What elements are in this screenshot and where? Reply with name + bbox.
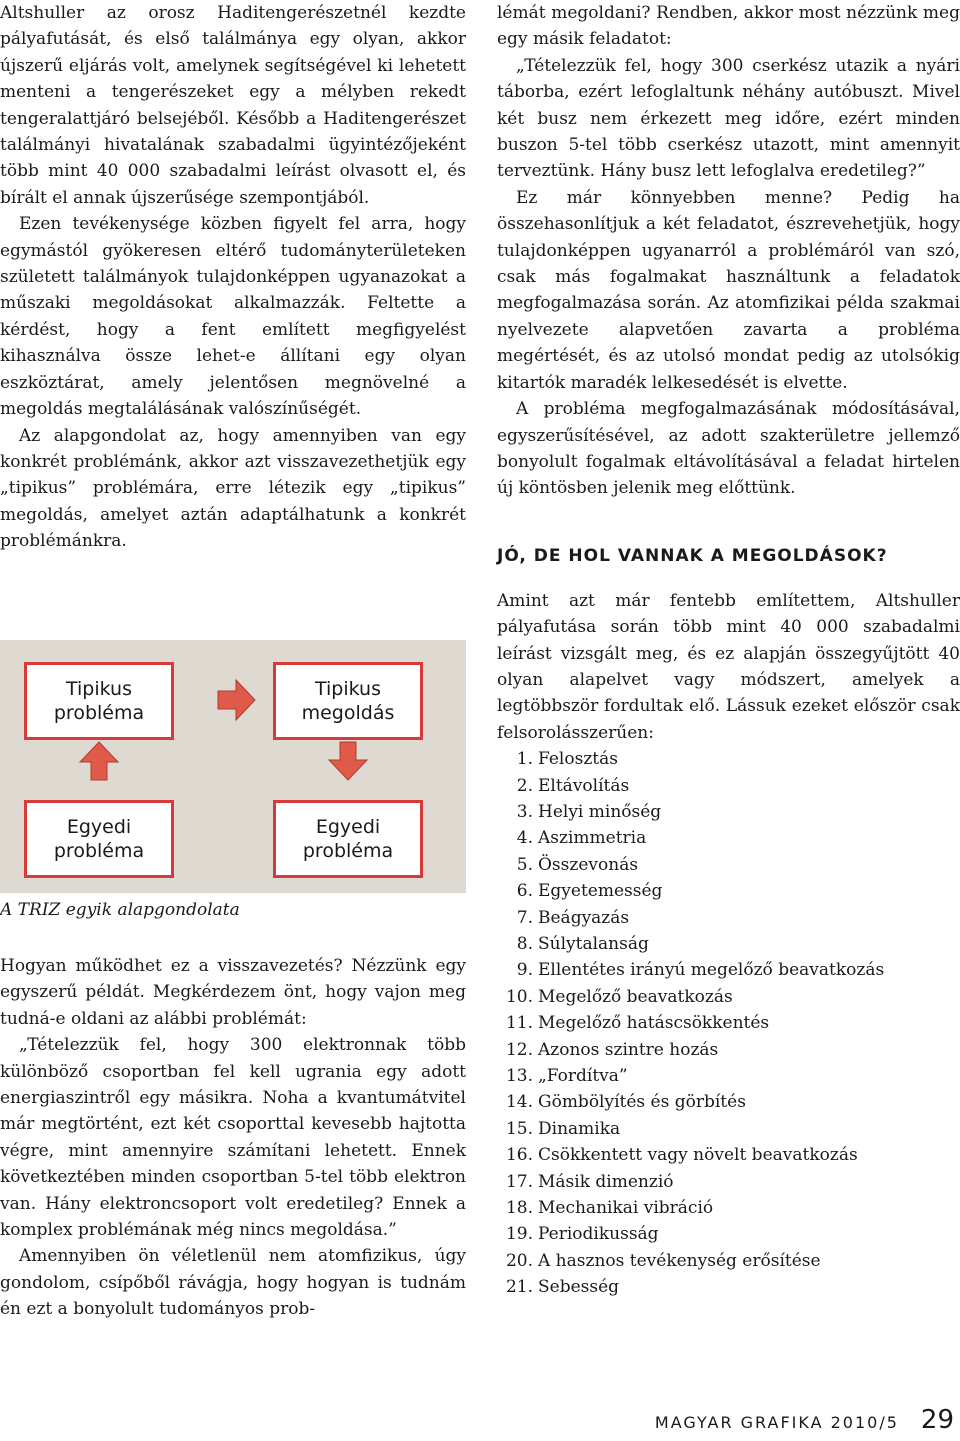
list-item-text: „Fordítva”	[538, 1066, 628, 1087]
figure-caption: A TRIZ egyik alapgondolata	[0, 900, 240, 920]
list-item	[497, 984, 960, 1010]
list-item-text: Sebesség	[538, 1277, 620, 1298]
list-item	[497, 1089, 960, 1115]
list-item-number: 11.	[505, 1013, 533, 1034]
principles-list	[497, 746, 960, 1301]
list-item	[497, 1195, 960, 1221]
list-item	[497, 825, 960, 851]
list-item-text: Aszimmetria	[538, 828, 647, 849]
list-item-number: 8.	[516, 934, 533, 954]
box-typical-problem: Tipikus probléma	[24, 662, 174, 740]
list-item	[497, 852, 960, 878]
list-item-text: Gömbölyítés és görbítés	[538, 1092, 746, 1113]
list-item-text: Dinamika	[538, 1118, 621, 1139]
list-item-number: 9.	[516, 960, 533, 981]
arrow-up-icon	[80, 742, 118, 780]
list-item-text: Periodikusság	[538, 1224, 659, 1245]
list-item-text: Ellentétes irányú megelőző beavatkozás	[538, 960, 885, 981]
list-item-text: Eltávolítás	[538, 775, 630, 796]
list-item-text: Megelőző beavatkozás	[538, 986, 733, 1007]
section-heading: JÓ, DE HOL VANNAK A MEGOLDÁSOK?	[497, 545, 888, 566]
list-item-number: 12.	[505, 1039, 533, 1060]
list-item-text: Beágyazás	[538, 907, 630, 928]
list-item-number: 21.	[505, 1277, 533, 1298]
list-item-text: Megelőző hatáscsökkentés	[538, 1013, 770, 1034]
paragraph: lémát megoldani? Rendben, akkor most nézzünk meg egy másik feladatot:	[497, 3, 960, 50]
list-item	[497, 1221, 960, 1247]
paragraph: Amint azt már fentebb említettem, Altshuller pályafutása során több mint 40 000 szabadalmi leírást vizsgált meg, és ez alapján összegyűjtött 40 olyan alapelvet vagy módszert, amelyek a legtöbbször fordultak elő. Lássuk ezeket először csak felsorolásszerűen:	[497, 590, 960, 743]
list-item-text: Felosztás	[538, 749, 618, 770]
list-item-text: Összevonás	[538, 854, 639, 875]
list-item-number: 14.	[505, 1092, 533, 1113]
box-specific-problem-right: Egyedi probléma	[273, 800, 423, 878]
list-item-number: 10.	[505, 986, 533, 1007]
list-item	[497, 1063, 960, 1089]
left-column-bottom	[0, 953, 466, 1323]
list-item	[497, 931, 960, 957]
list-item-number: 20.	[505, 1250, 533, 1271]
right-column	[497, 0, 960, 1301]
box-typical-solution: Tipikus megoldás	[273, 662, 423, 740]
list-item	[497, 1248, 960, 1274]
page-footer	[655, 1405, 954, 1435]
list-item	[497, 1010, 960, 1036]
paragraph: Amennyiben ön véletlenül nem atomfizikus, úgy gondolom, csípőből rávágja, hogy hogyan is tudnám én ezt a bonyolult tudományos prob-	[0, 1246, 466, 1320]
list-item-text: Egyetemesség	[538, 881, 663, 902]
list-item-text: Csökkentett vagy növelt beavatkozás	[538, 1145, 858, 1166]
list-item-number: 16.	[505, 1145, 533, 1166]
list-item	[497, 905, 960, 931]
list-item-text: Helyi minőség	[538, 801, 662, 822]
list-item-number: 2.	[516, 775, 533, 796]
list-item	[497, 1142, 960, 1168]
list-item-number: 1.	[516, 749, 533, 770]
list-item-number: 3.	[516, 801, 533, 822]
list-item	[497, 1116, 960, 1142]
list-item-text: A hasznos tevékenység erősítése	[538, 1250, 821, 1271]
paragraph: „Tételezzük fel, hogy 300 cserkész utazik a nyári táborba, ezért lefoglaltunk néhány autóbuszt. Mivel két busz nem érkezett meg időre, ezért minden buszon 5-tel több cserkész utazott, mint amennyit terveztünk. Hány busz lett lefoglalva eredetileg?”	[497, 55, 960, 182]
list-item-number: 18.	[505, 1198, 533, 1219]
list-item-number: 13.	[505, 1066, 533, 1087]
paragraph: Az alapgondolat az, hogy amennyiben van egy konkrét problémánk, akkor azt visszavezethetjük egy „tipikus” problémára, erre létezik egy „tipikus” megoldás, amelyet aztán adaptálhatunk a konkrét problémánkra.	[0, 425, 466, 552]
list-item-number: 15.	[505, 1118, 533, 1139]
box-specific-problem-left: Egyedi probléma	[24, 800, 174, 878]
paragraph: Ezen tevékenysége közben figyelt fel arra, hogy egymástól gyökeresen eltérő tudományterületeken született találmányok tulajdonképpen ugyanazokat a műszaki megoldásokat alkalmazzák. Feltette a kérdést, hogy a fent említett megfigyelést kihasználva össze lehet-e állítani egy olyan eszköztárat, amely jelentősen megnövelné a megoldás megtalálásának valószínűségét.	[0, 214, 466, 420]
paragraph: „Tételezzük fel, hogy 300 elektronnak több különböző csoportban fel kell ugrania egy adott energiaszintről egy másikra. Noha a kvantumátvitel már megtörtént, ezt két csoporttal kevesebb hajtotta végre, mint amennyire számítani lehetett. Ennek következtében minden csoportban 5-tel több elektron van. Hány elektroncsoport volt eredetileg? Ennek a komplex problémának még nincs megoldása.”	[0, 1035, 466, 1241]
magazine-title: MAGYAR GRAFIKA 2010/5	[654, 1413, 899, 1432]
paragraph: A probléma megfogalmazásának módosításával, egyszerűsítésével, az adott szakterületre jellemző bonyolult fogalmak eltávolításával a feladat hirtelen új köntösben jelenik meg előttünk.	[497, 399, 960, 499]
list-item-text: Másik dimenzió	[538, 1171, 674, 1192]
left-column-top	[0, 0, 466, 555]
list-item	[497, 746, 960, 772]
list-item	[497, 799, 960, 825]
paragraph: Ez már könnyebben menne? Pedig ha összehasonlítjuk a két feladatot, észrevehetjük, hogy tulajdonképpen ugyanarról a problémáról van szó, csak más fogalmakat használtunk a feladatok megfogalmazása során. Az atomfizikai példa szakmai nyelvezete alapvetően zavarta a probléma megértését, és az utolsó mondat pedig az utolsókig kitartók maradék lelkesedését is elvette.	[497, 187, 960, 393]
list-item-number: 5.	[516, 854, 533, 875]
list-item-text: Mechanikai vibráció	[538, 1198, 714, 1219]
list-item-number: 17.	[505, 1171, 533, 1192]
list-item	[497, 1037, 960, 1063]
arrow-down-icon	[329, 742, 367, 780]
list-item-number: 7.	[516, 907, 533, 928]
list-item-number: 19.	[505, 1224, 533, 1245]
page-number: 29	[920, 1405, 954, 1435]
list-item	[497, 1274, 960, 1300]
paragraph: Hogyan működhet ez a visszavezetés? Nézzünk egy egyszerű példát. Megkérdezem önt, hogy vajon meg tudná-e oldani az alábbi problémát:	[0, 956, 466, 1029]
list-item-text: Azonos szintre hozás	[538, 1039, 719, 1060]
list-item	[497, 957, 960, 983]
list-item-number: 4.	[516, 828, 533, 849]
triz-diagram	[0, 640, 466, 893]
list-item-text: Súlytalanság	[538, 934, 649, 954]
list-item	[497, 1169, 960, 1195]
paragraph: Altshuller az orosz Haditengerészetnél kezdte pályafutását, és első találmánya egy olyan, akkor újszerű eljárás volt, amelynek segítségével ki lehetett menteni a tengerészeket egy a mélyben rekedt tengeralattjáró belsejéből. Később a Haditengerészet találmányi hivatalának szabadalmi ügyintézőjeként több mint 40 000 szabadalmi leírást olvasott el, és bírált el annak újszerűsége szempontjából.	[0, 3, 466, 208]
list-item	[497, 773, 960, 799]
list-item	[497, 878, 960, 904]
arrow-right-icon	[218, 680, 255, 720]
list-item-number: 6.	[516, 881, 533, 902]
diagram-arrows	[0, 640, 466, 893]
